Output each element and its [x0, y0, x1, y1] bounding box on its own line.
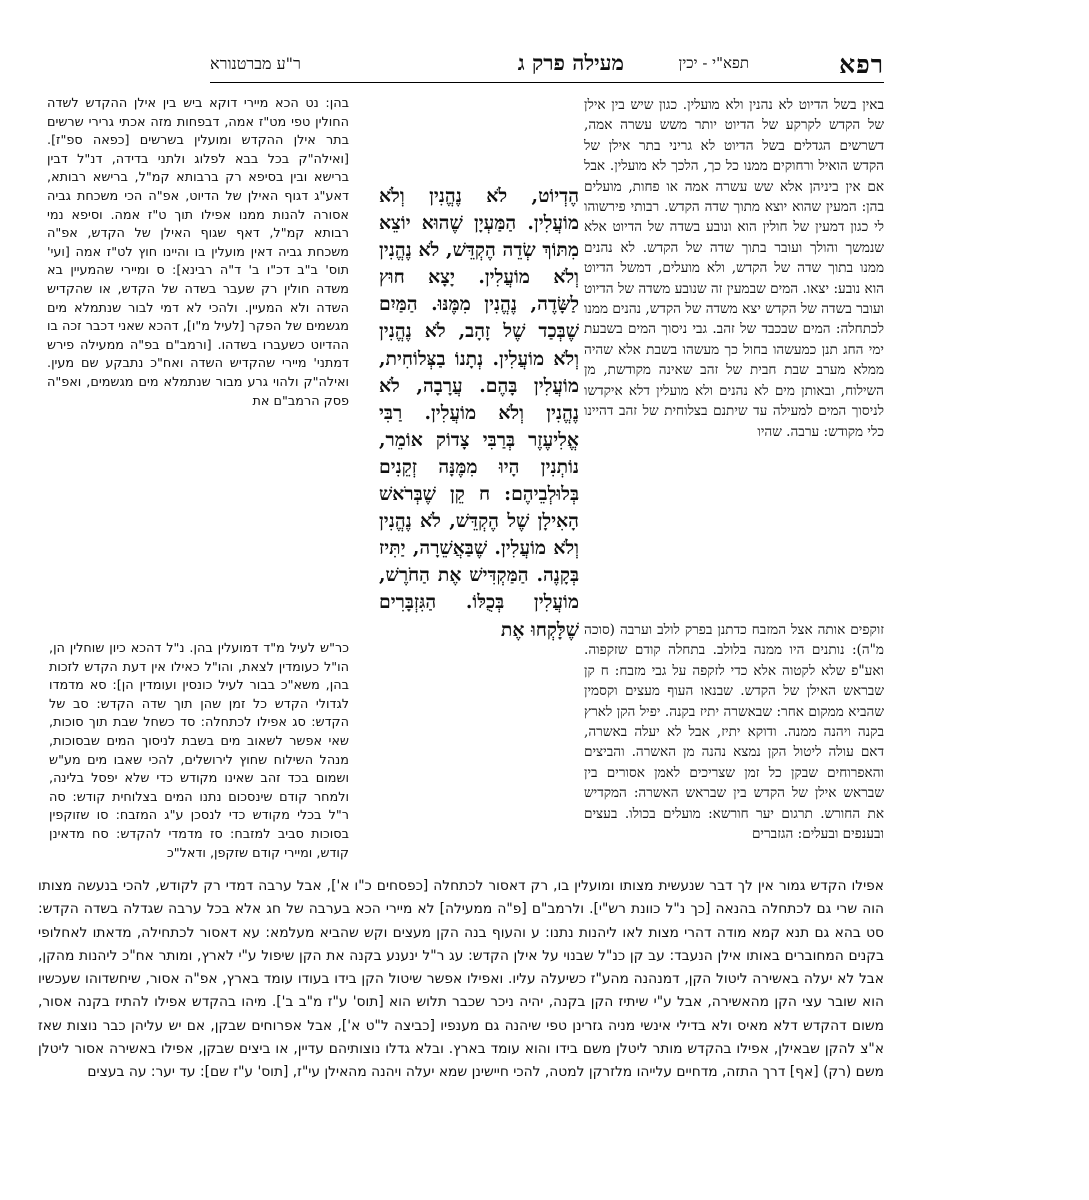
tosfot-text-bottom: כר"ש לעיל מ"ד דמועלין בהן. נ"ל דהכא כיון שוחלין הן, הו"ל כעומדין לצאת, והו"ל כאילו אין דעת הקדש לזכות בהן, משא"כ בבור לעיל כונסין ועומדין הן]: סא מדמדו לגדולי הקדש כל זמן שהן תוך שדה הקדש: סב של הקדש: סג אפילו לכתחלה: סד כשחל שבת תוך סוכות, שאי אפשר לשאוב מים בשבת לניסוך המים שבסוכות, מנהל השילוח שחוץ לירושלים, להכי שאבו מים מע"ש ושמום בכד זהב שאינו מקודש כדי שלא יפסל בלינה, ולמחר קודם שינסכום נתנו המים בצלוחית קודש: סה ר"ל בכלי מקודש כדי לנסכן ע"ג המזבח: סו שזוקפין בסוכות סביב למזבח: סז מדמדי להקדש: סח מדאינן קודש, ומיירי קודם שזקפן, ודאל"כ	[49, 641, 349, 861]
page-folio: רפא	[839, 50, 884, 79]
running-commentary-label: תפא"י - יכין	[678, 54, 749, 72]
bartenura-commentary-top	[584, 95, 884, 617]
bartenura-text-top: באין בשל הדיוט לא נהנין ולא מועלין. כגון שיש בין אילן של הקדש לקרקע של הדיוט יותר משש עשרה אמה, דשרשים הגדלים בשל הדיוט לא גריני בתר אילן של הקדש הואיל ורחוקים ממנו כל כך, הלכך לא מועלין. אבל אם אין ביניהן אלא שש עשרה אמה או פחות, מועלים בהן: המעין שהוא יוצא מתוך שדה הקדש. רבותי פירשוהו לי כגון דמעין של חולין הוא ונובע בשדה של הדיוט אלא שנמשך והולך ועובר בתוך שדה של הקדש. לא נהנים ממנו בתוך שדה של הקדש, ולא מועלים, דמשל הדיוט הוא נובע: יצאו. המים שבמעין זה שנובע משדה של הדיוט ועובר בשדה של הקדש יצא משדה של הקדש, נהנים ממנו לכתחלה: המים שבכבד של זהב. גבי ניסוך המים בשבעת ימי החג תנן כמעשהו בחול כך מעשהו בשבת אלא שהיה ממלא מערב שבת חבית של זהב שאינה מקודשת, מן השילוח, ובאותן מים לא נהנים ולא מועלין דלא איקדשו לניסוך המים למעילה עד שיתנם בצלוחית של זהב דהיינו כלי מקודש: ערבה. שהיו	[584, 97, 884, 440]
commentary-footer-block	[38, 875, 884, 1155]
mishnah-text: הֶדְיוֹט, לֹא נֶהֱנִין וְלֹא מוֹעֲלִין. הַמַּעְיָן שֶׁהוּא יוֹצֵא מִתּוֹךְ שְׂדֵה הֶקְדֵּשׁ, לֹא נֶהֱנִין וְלֹא מוֹעֲלִין. יָצָא חוּץ לַשָּׂדֶה, נֶהֱנִין מִמֶּנּוּ. הַמַּיִם שֶׁבְּכַד שֶׁל זָהָב, לֹא נֶהֱנִין וְלֹא מוֹעֲלִין. נְתָנוֹ בַצְּלוֹחִית, מוֹעֲלִין בָּהֶם. עֲרָבָה, לֹא נֶהֱנִין וְלֹא מוֹעֲלִין. רַבִּי אֱלִיעֶזֶר בְּרַבִּי צָדוֹק אוֹמֵר, נוֹתְנִין הָיוּ מִמֶּנָּה זְקֵנִים בְּלוּלְבֵיהֶם: ח קֵן שֶׁבְּרֹאשׁ הָאִילָן שֶׁל הֶקְדֵּשׁ, לֹא נֶהֱנִין וְלֹא מוֹעֲלִין. שֶׁבַּאֲשֵׁרָה, יַתִּיז בְּקָנֶה. הַמַּקְדִּישׁ אֶת הַחֹרֶשׁ, מוֹעֲלִין בְּכֻלּוֹ. הַגִּזְבָּרִים שֶׁלָּקְחוּ אֶת	[379, 185, 579, 641]
header-rule	[210, 82, 884, 83]
page-header	[210, 50, 884, 84]
footer-commentary-text: אפילו הקדש גמור אין לך דבר שנעשית מצותו ומועלין בו, רק דאסור לכתחלה [כפסחים כ"ו א'], אבל ערבה דמדי רק לקודש, להכי בנעשה מצותו הוה שרי גם לכתחלה בהנאה [כך נ"ל כוונת רש"י]. ולרמב"ם [פ"ה ממעילה] לא מיירי הכא בערבה של חג אלא בכל ערבה שגדלה בשדה הקדש: סט בהא גם תנא קמא מודה דהרי מצות לאו ליהנות נתנו: ע והעוף בנה הקן מעצים וקש שהביא מעלמא: עא דאסור לכתחילה, מדאתו לאחלופי בקנים המחוברים באותו אילן הנעבד: עב קן כנ"ל שבנוי על אילן הקדש: עג ר"ל ינענע בקנה את הקן שיפול ע"י לארץ, ומותר אח"כ ליהנות מהקן, אבל לא יעלה באשירה ליטול הקן, דמנהנה מהע"ז כשיעלה עליו. ואפילו אפשר שיטול הקן בידו בעודו עומד בארץ, אפ"ה אסור, שיחשדוהו שעכשיו הוא שובר עצי הקן מהאשירה, אבל ע"י שיתיז הקן בקנה, יהיה ניכר שכבר תלוש הוא [תוס' ע"ז מ"ב ב']. מיהו בהקדש אפילו להתיז בקנה אסור, משום דהקדש דלא מאיס ולא בדילי אינשי מניה גזרינן טפי שיהנה גם מענפיו [כביצה ל"ט א'], אבל אפרוחים שבקן, אם יש עליהן כבר נוצות שאז א"צ להקן שבאילן, אפילו בהקדש מותר ליטלן משם בידו והוא עומד בארץ. ובלא גדלו נוצותיהם עדיין, או ביצים שבקן, אפילו באשירה אסור ליטלן משם (רק) [אף] דרך התזה, מדחיים עלייהו מלזרקן למטה, להכי חיישינן שמא יעלה ויהנה מהאילן עי"ז, [תוס' ע"ז שם]: עד יער: עה בעצים	[38, 878, 884, 1081]
tiferet-yisrael-commentary-bottom	[49, 640, 349, 870]
page-title: מעילה פרק ג	[517, 50, 624, 75]
tiferet-yisrael-commentary-top	[47, 95, 349, 635]
mishnah-text-column	[379, 183, 579, 641]
commentary-source-label: ר"ע מברטנורא	[210, 54, 301, 73]
bartenura-text-bottom: זוקפים אותה אצל המזבח כדתנן בפרק לולב וערבה (סוכה מ"ה): נותנים היו ממנה בלולב. בתחלה קודם שזקפוה. ואע"פ שלא לקטוה אלא כדי לזקפה על גבי מזבח: ח קן שבראש האילן של הקדש. שבנאו העוף מעצים וקסמין שהביא ממקום אחר: שבאשרה יתיז בקנה. יפיל הקן לארץ בקנה ויהנה ממנה. ודוקא יתיז, אבל לא יעלה באשרה, דאם עולה ליטול הקן נמצא נהנה מן האשרה. והביצים והאפרוחים שבקן כל זמן שצריכים לאמן אסורים בין שבראש אילן של הקדש בין שבראש האשרה: המקדיש את החורש. תרגום יער חורשא: מועלים בכולו. בעצים ובענפים ובעלים: הגזברים	[584, 622, 884, 843]
tosfot-text-top: בהן: נט הכא מיירי דוקא ביש בין אילן ההקדש לשדה החולין טפי מט"ז אמה, דבפחות מזה אכתי גרירי שרשים בתר אילן ההקדש ומועלין בשרשים [כפאה ספ"ז]. [ואילה"ק בכל בבא לפלוג ולתני בדידה, דנ"ל דבין ברישא ובין בסיפא רק ברבותא קמ"ל, ברישא רבותא, דאע"ג דגוף האילן של הדיוט, אפ"ה הכי משכחת גביה אסורה להנות ממנו אפילו תוך ט"ז אמה. וסיפא נמי רבותא קמ"ל, דאף שגוף האילן של הקדש, אפ"ה משכחת גביה דאין מועלין בו והיינו חוץ לט"ז אמה [ועי' תוס' ב"ב דכ"ו ב' ד"ה רבינא]: ס ומיירי שהמעיין בא משדה חולין רק שעבר בשדה של הקדש, או שהקדיש השדה ולא המעיין. ולהכי לא דמי לבור שנתמלא מים מגשמים של הפקר [לעיל מ"ו], דהכא שאני דכבר זכה בו ההדיוט כשעברו בשדהו. [ורמב"ם בפ"ה ממעילה פירש דמתני' מיירי שהקדיש השדה ואח"כ נתבקע שם מעין. ואילה"ק ולהוי גרע מבור שנתמלא מים מגשמים, ואפ"ה פסק הרמב"ם את	[47, 96, 349, 409]
bartenura-commentary-bottom	[584, 620, 884, 870]
